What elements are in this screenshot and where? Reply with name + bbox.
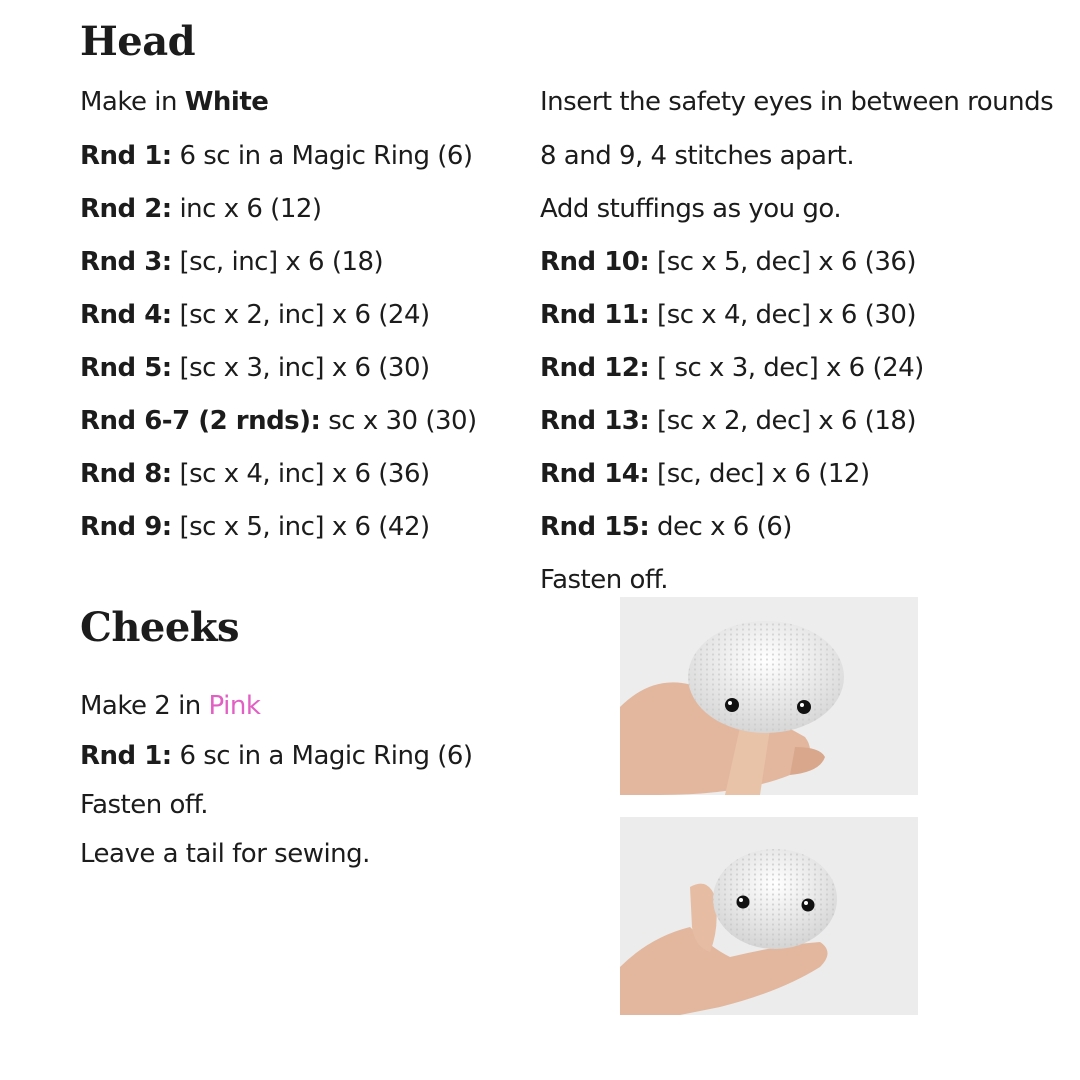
round-text: [sc x 2, inc] x 6 (24): [171, 300, 430, 330]
round-label: Rnd 1:: [80, 741, 172, 771]
round-line: [80, 352, 430, 384]
round-text: [sc x 5, inc] x 6 (42): [171, 512, 430, 542]
round-label: Rnd 10:: [540, 247, 650, 277]
round-text: [sc x 4, inc] x 6 (36): [171, 459, 430, 489]
round-text: 6 sc in a Magic Ring (6): [171, 741, 473, 771]
note-line: 8 and 9, 4 stitches apart.: [540, 141, 855, 171]
cheeks-make-line: [80, 690, 260, 722]
round-text: dec x 6 (6): [649, 512, 792, 542]
round-line: [80, 299, 430, 331]
round-text: [sc x 2, dec] x 6 (18): [649, 406, 917, 436]
round-line: [80, 405, 477, 437]
note-line: Add stuffings as you go.: [540, 194, 842, 224]
round-label: Rnd 3:: [80, 247, 172, 277]
round-label: Rnd 6-7 (2 rnds):: [80, 406, 321, 436]
round-label: Rnd 14:: [540, 459, 650, 489]
head-make-prefix: Make in: [80, 87, 185, 117]
round-label: Rnd 9:: [80, 512, 172, 542]
round-line: [80, 740, 473, 772]
round-label: Rnd 13:: [540, 406, 650, 436]
round-text: [ sc x 3, dec] x 6 (24): [649, 353, 924, 383]
head-make-color: White: [184, 87, 269, 117]
fasten-off-line: Fasten off.: [540, 565, 669, 595]
round-label: Rnd 8:: [80, 459, 172, 489]
round-text: [sc x 4, dec] x 6 (30): [649, 300, 917, 330]
round-label: Rnd 2:: [80, 194, 172, 224]
round-line: [80, 246, 383, 278]
head-make-line: [80, 86, 268, 118]
round-label: Rnd 15:: [540, 512, 650, 542]
round-line: [80, 511, 430, 543]
round-label: Rnd 4:: [80, 300, 172, 330]
round-text: [sc, inc] x 6 (18): [171, 247, 384, 277]
round-text: inc x 6 (12): [171, 194, 322, 224]
round-label: Rnd 5:: [80, 353, 172, 383]
round-line: [540, 405, 916, 437]
round-line: [540, 458, 870, 490]
cheeks-make-prefix: Make 2 in: [80, 691, 209, 721]
cheeks-title: Cheeks: [80, 604, 240, 651]
cheeks-fasten-line: Fasten off.: [80, 790, 209, 820]
round-label: Rnd 1:: [80, 141, 172, 171]
round-line: [80, 193, 322, 225]
photo-head-in-hand: [620, 817, 918, 1015]
round-line: [540, 511, 792, 543]
round-label: Rnd 12:: [540, 353, 650, 383]
head-title: Head: [80, 18, 196, 65]
round-line: [80, 140, 473, 172]
cheeks-make-color: Pink: [208, 691, 261, 721]
round-line: [540, 246, 916, 278]
round-line: [540, 299, 916, 331]
note-line: Insert the safety eyes in between rounds: [540, 87, 1054, 117]
round-label: Rnd 11:: [540, 300, 650, 330]
round-text: [sc x 3, inc] x 6 (30): [171, 353, 430, 383]
round-text: [sc, dec] x 6 (12): [649, 459, 870, 489]
cheeks-tail-line: Leave a tail for sewing.: [80, 839, 370, 869]
round-line: [540, 352, 924, 384]
round-text: 6 sc in a Magic Ring (6): [171, 141, 473, 171]
round-text: sc x 30 (30): [320, 406, 477, 436]
round-line: [80, 458, 430, 490]
round-text: [sc x 5, dec] x 6 (36): [649, 247, 917, 277]
photo-head-on-finger: [620, 597, 918, 795]
